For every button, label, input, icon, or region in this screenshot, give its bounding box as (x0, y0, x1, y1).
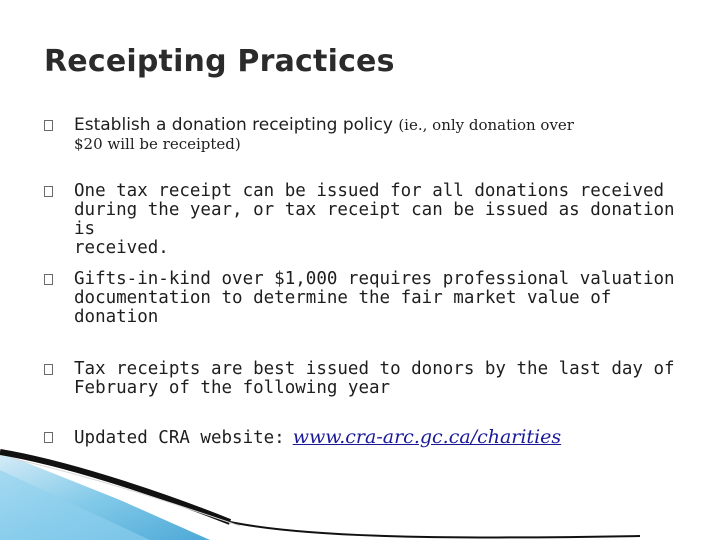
list-item (44, 182, 684, 258)
bullet-text: One tax receipt can be issued for all donations received (74, 181, 665, 201)
hollow-square-bullet-icon (44, 364, 53, 375)
slide-title: Receipting Practices (44, 44, 395, 79)
bullet-text: Updated CRA website: (74, 428, 285, 448)
cra-website-link[interactable]: www.cra-arc.gc.ca/charities (292, 426, 562, 448)
list-item (44, 360, 675, 398)
bullet-text: February of the following year (74, 378, 391, 398)
list-item (44, 428, 561, 448)
hollow-square-bullet-icon (44, 120, 53, 131)
bullet-text: Gifts-in-kind over $1,000 requires professional valuation (74, 269, 675, 289)
hollow-square-bullet-icon (44, 432, 53, 443)
bullet-text: (ie., only donation over (398, 116, 574, 134)
bullet-text: received. (74, 238, 169, 258)
list-item (44, 270, 675, 327)
bullet-text: documentation to determine the fair market value of (74, 288, 612, 308)
bullet-text: donation (74, 307, 159, 327)
bullet-text: Tax receipts are best issued to donors by the last day of (74, 359, 675, 379)
bullet-text: $20 will be receipted) (74, 135, 241, 153)
hollow-square-bullet-icon (44, 186, 53, 197)
bullet-text: during the year, or tax receipt can be issued as donation is (74, 200, 675, 239)
bullet-text: Establish a donation receipting policy (74, 115, 399, 135)
list-item (44, 116, 574, 154)
hollow-square-bullet-icon (44, 274, 53, 285)
